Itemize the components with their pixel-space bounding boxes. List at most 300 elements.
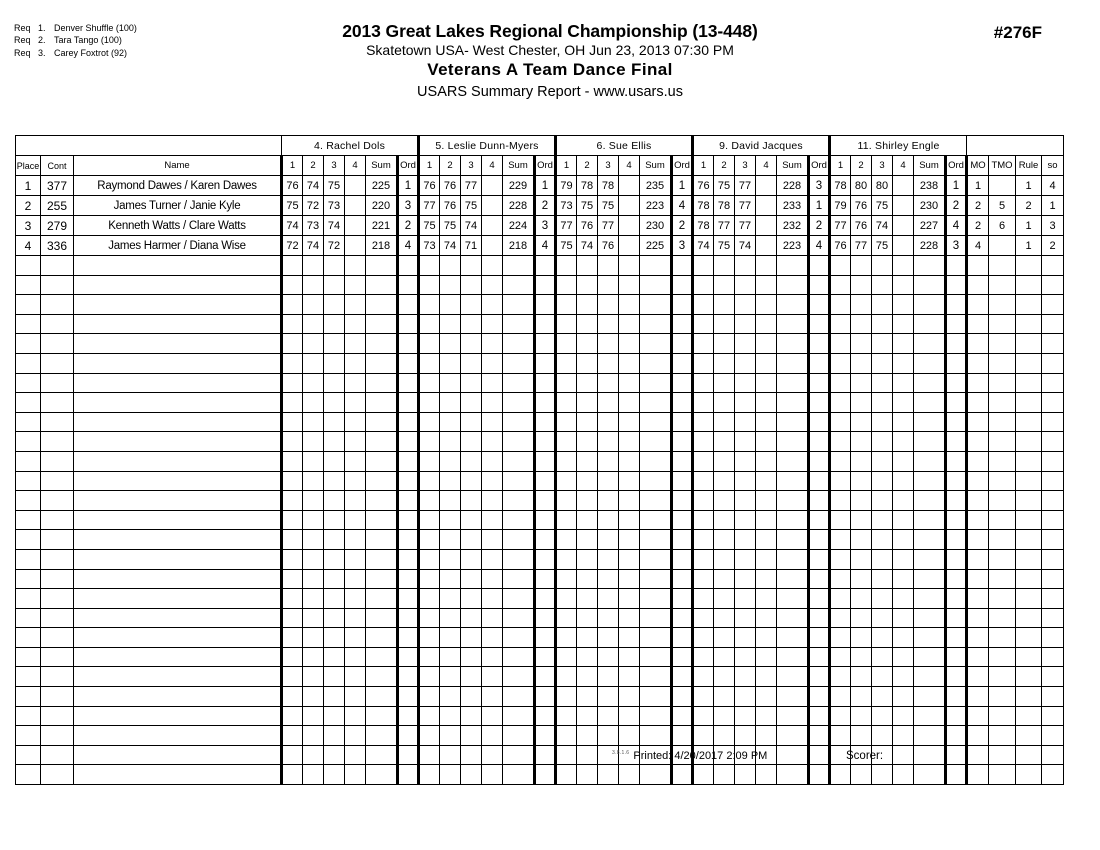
cell-name xyxy=(74,745,282,765)
cell-j5-sum xyxy=(914,687,946,707)
cell-j2-s1 xyxy=(419,353,440,373)
cell-j1-ord xyxy=(398,745,419,765)
cell-j5-s3 xyxy=(872,530,893,550)
cell-j5-ord: 3 xyxy=(946,236,967,256)
cell-j2-ord xyxy=(535,589,556,609)
cell-j2-s3 xyxy=(461,491,482,511)
cell-j1-sum xyxy=(366,510,398,530)
cell-j1-ord xyxy=(398,412,419,432)
cell-j2-s4 xyxy=(482,687,503,707)
cell-j2-s4 xyxy=(482,314,503,334)
cell-j3-ord xyxy=(672,667,693,687)
cell-j2-s4 xyxy=(482,569,503,589)
cell-j5-ord xyxy=(946,256,967,276)
cell-j4-s4 xyxy=(756,314,777,334)
cell-j1-s4 xyxy=(345,726,366,746)
cell-j4-ord xyxy=(809,432,830,452)
cell-so: 1 xyxy=(1042,196,1064,216)
cell-j2-ord xyxy=(535,706,556,726)
cell-j1-s2: 74 xyxy=(303,176,324,196)
cell-j3-s3: 76 xyxy=(598,236,619,256)
cell-j5-sum xyxy=(914,530,946,550)
cell-mo xyxy=(967,373,989,393)
cell-place xyxy=(16,510,41,530)
cell-so xyxy=(1042,530,1064,550)
cell-j1-s3 xyxy=(324,726,345,746)
cell-j2-s1 xyxy=(419,256,440,276)
cell-j4-sum xyxy=(777,295,809,315)
cell-place xyxy=(16,334,41,354)
cell-j2-s2 xyxy=(440,589,461,609)
cell-j2-s2 xyxy=(440,432,461,452)
table-row[interactable] xyxy=(16,216,1064,236)
cell-j5-s4 xyxy=(893,745,914,765)
cell-j2-s2 xyxy=(440,510,461,530)
cell-j3-s2 xyxy=(577,334,598,354)
cell-j5-s3 xyxy=(872,549,893,569)
cell-j4-ord xyxy=(809,608,830,628)
cell-name xyxy=(74,765,282,785)
cell-j2-s2 xyxy=(440,353,461,373)
table-row-empty[interactable] xyxy=(16,706,1064,726)
table-row-empty[interactable] xyxy=(16,295,1064,315)
cell-j3-s2 xyxy=(577,647,598,667)
cell-j5-s4 xyxy=(893,176,914,196)
cell-j4-sum xyxy=(777,726,809,746)
cell-j1-s2 xyxy=(303,667,324,687)
table-row-empty[interactable] xyxy=(16,451,1064,471)
cell-j3-ord xyxy=(672,412,693,432)
table-row-empty[interactable] xyxy=(16,353,1064,373)
cell-j4-s4 xyxy=(756,667,777,687)
cell-so xyxy=(1042,412,1064,432)
table-row-empty[interactable] xyxy=(16,275,1064,295)
cell-j3-s4 xyxy=(619,334,640,354)
cell-j3-ord: 1 xyxy=(672,176,693,196)
cell-j4-ord xyxy=(809,706,830,726)
cell-place xyxy=(16,373,41,393)
table-row-empty[interactable] xyxy=(16,314,1064,334)
cell-j2-s3 xyxy=(461,569,482,589)
cell-j5-s2 xyxy=(851,765,872,785)
cell-j2-s3 xyxy=(461,687,482,707)
cell-j3-ord xyxy=(672,451,693,471)
cell-j5-s4 xyxy=(893,295,914,315)
cell-j1-s3 xyxy=(324,530,345,550)
cell-j5-s3 xyxy=(872,353,893,373)
cell-j3-s2 xyxy=(577,726,598,746)
cell-j2-s1 xyxy=(419,295,440,315)
cell-place xyxy=(16,314,41,334)
cell-j3-s1 xyxy=(556,471,577,491)
cell-j1-s1 xyxy=(282,530,303,550)
cell-mo xyxy=(967,491,989,511)
cell-j1-s4 xyxy=(345,353,366,373)
cell-j5-sum xyxy=(914,491,946,511)
table-row-empty[interactable] xyxy=(16,432,1064,452)
cell-j5-s4 xyxy=(893,471,914,491)
cell-j5-s3 xyxy=(872,667,893,687)
table-row-empty[interactable] xyxy=(16,647,1064,667)
table-row-empty[interactable] xyxy=(16,765,1064,785)
table-row-empty[interactable] xyxy=(16,393,1064,413)
cell-j4-s3 xyxy=(735,608,756,628)
cell-place: 2 xyxy=(16,196,41,216)
cell-j5-s1 xyxy=(830,647,851,667)
requirement-number: 3. xyxy=(38,47,46,58)
cell-j3-s1 xyxy=(556,295,577,315)
cell-j5-s1 xyxy=(830,726,851,746)
table-row-empty[interactable] xyxy=(16,373,1064,393)
header-rule: Rule xyxy=(1016,156,1042,176)
cell-j3-sum xyxy=(640,569,672,589)
cell-j2-s2 xyxy=(440,647,461,667)
cell-j4-s1 xyxy=(693,510,714,530)
cell-j5-sum xyxy=(914,256,946,276)
cell-j2-s2 xyxy=(440,314,461,334)
table-row-empty[interactable] xyxy=(16,667,1064,687)
cell-j2-ord xyxy=(535,647,556,667)
cell-j5-sum xyxy=(914,373,946,393)
cell-j2-s3 xyxy=(461,706,482,726)
cell-name xyxy=(74,471,282,491)
header-judge5-sum: Sum xyxy=(914,156,946,176)
cell-j3-s3 xyxy=(598,491,619,511)
cell-j3-s3 xyxy=(598,353,619,373)
cell-mo xyxy=(967,393,989,413)
cell-j3-s2 xyxy=(577,549,598,569)
cell-place xyxy=(16,628,41,648)
cell-cont xyxy=(41,706,74,726)
table-row-empty[interactable] xyxy=(16,608,1064,628)
header-judge1-ord: Ord xyxy=(398,156,419,176)
cell-j5-ord xyxy=(946,373,967,393)
cell-j1-sum xyxy=(366,647,398,667)
cell-j3-s2 xyxy=(577,687,598,707)
cell-j4-s3: 77 xyxy=(735,216,756,236)
cell-j5-s3: 75 xyxy=(872,236,893,256)
cell-rule xyxy=(1016,510,1042,530)
cell-j2-s4 xyxy=(482,353,503,373)
cell-j1-s2 xyxy=(303,334,324,354)
cell-j4-s1 xyxy=(693,589,714,609)
cell-j5-s3 xyxy=(872,491,893,511)
cell-j4-ord xyxy=(809,256,830,276)
cell-j1-s2 xyxy=(303,549,324,569)
cell-j1-sum xyxy=(366,628,398,648)
table-row-empty[interactable] xyxy=(16,491,1064,511)
cell-j3-s2: 74 xyxy=(577,236,598,256)
cell-j3-s2 xyxy=(577,471,598,491)
cell-j4-ord xyxy=(809,334,830,354)
cell-mo xyxy=(967,471,989,491)
cell-j5-ord xyxy=(946,510,967,530)
table-row-empty[interactable] xyxy=(16,589,1064,609)
cell-j1-s4 xyxy=(345,393,366,413)
requirement-text: Carey Foxtrot (92) xyxy=(54,47,128,58)
cell-j3-ord xyxy=(672,628,693,648)
cell-j2-ord xyxy=(535,314,556,334)
cell-j5-sum: 228 xyxy=(914,236,946,256)
cell-j5-sum: 238 xyxy=(914,176,946,196)
cell-j3-s1 xyxy=(556,451,577,471)
cell-j4-s2 xyxy=(714,726,735,746)
table-row-empty[interactable] xyxy=(16,334,1064,354)
cell-j2-s4 xyxy=(482,647,503,667)
cell-j5-s3 xyxy=(872,726,893,746)
cell-j4-s1 xyxy=(693,491,714,511)
cell-j3-sum: 223 xyxy=(640,196,672,216)
cell-j4-ord xyxy=(809,647,830,667)
table-row[interactable] xyxy=(16,196,1064,216)
cell-j4-s1 xyxy=(693,765,714,785)
table-row-empty[interactable] xyxy=(16,745,1064,765)
cell-cont xyxy=(41,510,74,530)
cell-j4-sum xyxy=(777,628,809,648)
cell-j5-ord xyxy=(946,491,967,511)
cell-j4-s4 xyxy=(756,353,777,373)
cell-j5-s1 xyxy=(830,295,851,315)
cell-j1-s3 xyxy=(324,745,345,765)
table-row-empty[interactable] xyxy=(16,569,1064,589)
cell-place: 3 xyxy=(16,216,41,236)
cell-j3-s2 xyxy=(577,314,598,334)
cell-place xyxy=(16,451,41,471)
cell-j2-s2: 75 xyxy=(440,216,461,236)
requirements-block xyxy=(14,22,137,59)
cell-j2-s2 xyxy=(440,471,461,491)
cell-j4-s4 xyxy=(756,236,777,256)
cell-j4-sum xyxy=(777,353,809,373)
header-cont: Cont xyxy=(41,156,74,176)
cell-j3-s4 xyxy=(619,353,640,373)
table-row-empty[interactable] xyxy=(16,726,1064,746)
cell-j2-s4 xyxy=(482,530,503,550)
cell-j4-ord xyxy=(809,569,830,589)
requirement-label: Req xyxy=(14,23,31,33)
table-row[interactable] xyxy=(16,176,1064,196)
cell-j1-s1 xyxy=(282,765,303,785)
cell-j1-s3 xyxy=(324,432,345,452)
cell-j1-s1: 72 xyxy=(282,236,303,256)
cell-tmo xyxy=(989,275,1016,295)
cell-place xyxy=(16,412,41,432)
cell-j3-s3 xyxy=(598,334,619,354)
cell-j3-ord xyxy=(672,765,693,785)
cell-rule xyxy=(1016,451,1042,471)
cell-j1-ord xyxy=(398,491,419,511)
cell-j5-s1 xyxy=(830,510,851,530)
table-row-empty[interactable] xyxy=(16,412,1064,432)
cell-j3-ord xyxy=(672,256,693,276)
cell-j3-s1 xyxy=(556,667,577,687)
table-row-empty[interactable] xyxy=(16,628,1064,648)
cell-j3-sum xyxy=(640,353,672,373)
cell-j5-ord: 2 xyxy=(946,196,967,216)
cell-name xyxy=(74,275,282,295)
cell-j3-sum xyxy=(640,589,672,609)
cell-j2-s3 xyxy=(461,275,482,295)
cell-j2-ord xyxy=(535,393,556,413)
cell-mo xyxy=(967,706,989,726)
cell-j3-s2 xyxy=(577,432,598,452)
cell-j1-ord: 4 xyxy=(398,236,419,256)
cell-j2-s4 xyxy=(482,275,503,295)
cell-j3-s3 xyxy=(598,726,619,746)
cell-j1-sum xyxy=(366,530,398,550)
table-row-empty[interactable] xyxy=(16,471,1064,491)
cell-j2-s1 xyxy=(419,491,440,511)
cell-j5-s1 xyxy=(830,256,851,276)
cell-j4-sum xyxy=(777,471,809,491)
cell-j3-ord xyxy=(672,530,693,550)
cell-j2-s1 xyxy=(419,510,440,530)
cell-rule: 1 xyxy=(1016,176,1042,196)
cell-j1-s2 xyxy=(303,432,324,452)
cell-j5-s1 xyxy=(830,471,851,491)
cell-j2-s1 xyxy=(419,373,440,393)
cell-j3-sum xyxy=(640,765,672,785)
cell-cont xyxy=(41,432,74,452)
cell-so xyxy=(1042,256,1064,276)
table-row-empty[interactable] xyxy=(16,256,1064,276)
cell-j5-s1 xyxy=(830,314,851,334)
cell-j5-s3 xyxy=(872,569,893,589)
table-row-empty[interactable] xyxy=(16,549,1064,569)
cell-j2-ord xyxy=(535,353,556,373)
table-row-empty[interactable] xyxy=(16,687,1064,707)
cell-j3-s2 xyxy=(577,628,598,648)
cell-so xyxy=(1042,569,1064,589)
cell-cont xyxy=(41,628,74,648)
cell-mo xyxy=(967,589,989,609)
cell-j5-s2: 80 xyxy=(851,176,872,196)
venue-datetime: Skatetown USA- West Chester, OH Jun 23, 2013 07:30 PM xyxy=(366,42,734,58)
cell-j2-s2 xyxy=(440,667,461,687)
cell-j3-s2 xyxy=(577,451,598,471)
cell-cont: 377 xyxy=(41,176,74,196)
cell-j4-s1 xyxy=(693,471,714,491)
cell-j5-s2 xyxy=(851,491,872,511)
cell-j1-ord xyxy=(398,687,419,707)
header-judge5-2: 2 xyxy=(851,156,872,176)
table-row-empty[interactable] xyxy=(16,510,1064,530)
cell-tmo xyxy=(989,491,1016,511)
cell-j1-s4 xyxy=(345,549,366,569)
cell-j1-s1 xyxy=(282,549,303,569)
cell-j3-s3 xyxy=(598,569,619,589)
cell-so: 4 xyxy=(1042,176,1064,196)
cell-place xyxy=(16,687,41,707)
cell-j4-s1 xyxy=(693,530,714,550)
cell-j3-s1 xyxy=(556,569,577,589)
cell-j2-ord xyxy=(535,726,556,746)
cell-j1-s1 xyxy=(282,510,303,530)
cell-j2-s2 xyxy=(440,687,461,707)
cell-j5-s1 xyxy=(830,687,851,707)
table-row[interactable] xyxy=(16,236,1064,256)
cell-j4-s4 xyxy=(756,491,777,511)
cell-j4-sum xyxy=(777,256,809,276)
cell-j2-s2 xyxy=(440,628,461,648)
cell-j1-s3 xyxy=(324,314,345,334)
cell-j5-ord: 4 xyxy=(946,216,967,236)
cell-tmo xyxy=(989,628,1016,648)
cell-j3-s2: 76 xyxy=(577,216,598,236)
cell-j4-ord xyxy=(809,353,830,373)
cell-j2-ord xyxy=(535,667,556,687)
cell-j2-s4 xyxy=(482,745,503,765)
cell-j2-s3 xyxy=(461,412,482,432)
cell-j4-s3 xyxy=(735,314,756,334)
cell-j2-s2 xyxy=(440,569,461,589)
table-row-empty[interactable] xyxy=(16,530,1064,550)
cell-j3-ord xyxy=(672,549,693,569)
cell-j4-s4 xyxy=(756,510,777,530)
cell-j2-s2 xyxy=(440,530,461,550)
cell-j5-s4 xyxy=(893,451,914,471)
cell-j4-s1: 76 xyxy=(693,176,714,196)
cell-j5-s4 xyxy=(893,569,914,589)
cell-j5-ord: 1 xyxy=(946,176,967,196)
cell-j1-s1 xyxy=(282,667,303,687)
cell-j3-sum xyxy=(640,647,672,667)
cell-j1-sum xyxy=(366,451,398,471)
cell-j4-s2 xyxy=(714,432,735,452)
cell-so: 3 xyxy=(1042,216,1064,236)
cell-name xyxy=(74,706,282,726)
cell-j5-s2 xyxy=(851,628,872,648)
cell-j3-s4 xyxy=(619,373,640,393)
cell-tmo xyxy=(989,353,1016,373)
cell-j4-ord xyxy=(809,491,830,511)
cell-j5-sum xyxy=(914,569,946,589)
cell-j1-ord xyxy=(398,334,419,354)
cell-j1-ord xyxy=(398,275,419,295)
cell-j4-s1 xyxy=(693,687,714,707)
cell-cont xyxy=(41,530,74,550)
cell-j5-ord xyxy=(946,745,967,765)
cell-j4-s3 xyxy=(735,549,756,569)
cell-j4-s4 xyxy=(756,295,777,315)
printed-timestamp: Printed: 4/20/2017 2:09 PM xyxy=(633,750,768,762)
cell-j5-s2 xyxy=(851,647,872,667)
cell-j3-sum: 225 xyxy=(640,236,672,256)
cell-j1-s2 xyxy=(303,510,324,530)
cell-j5-s1 xyxy=(830,412,851,432)
cell-j4-sum xyxy=(777,510,809,530)
cell-j2-s1 xyxy=(419,726,440,746)
cell-j1-s1 xyxy=(282,353,303,373)
cell-name xyxy=(74,432,282,452)
cell-j4-s3 xyxy=(735,353,756,373)
cell-j3-ord xyxy=(672,393,693,413)
cell-j5-ord xyxy=(946,726,967,746)
cell-j2-s2 xyxy=(440,549,461,569)
cell-j3-sum xyxy=(640,412,672,432)
cell-rule xyxy=(1016,275,1042,295)
cell-j2-s3 xyxy=(461,314,482,334)
cell-j4-s4 xyxy=(756,706,777,726)
header-judge4-4: 4 xyxy=(756,156,777,176)
judge-header-5: 11. Shirley Engle xyxy=(830,136,967,156)
cell-j2-s1 xyxy=(419,451,440,471)
cell-j1-s3: 75 xyxy=(324,176,345,196)
cell-j1-sum xyxy=(366,726,398,746)
cell-j3-s4 xyxy=(619,432,640,452)
cell-tmo xyxy=(989,667,1016,687)
cell-cont xyxy=(41,256,74,276)
